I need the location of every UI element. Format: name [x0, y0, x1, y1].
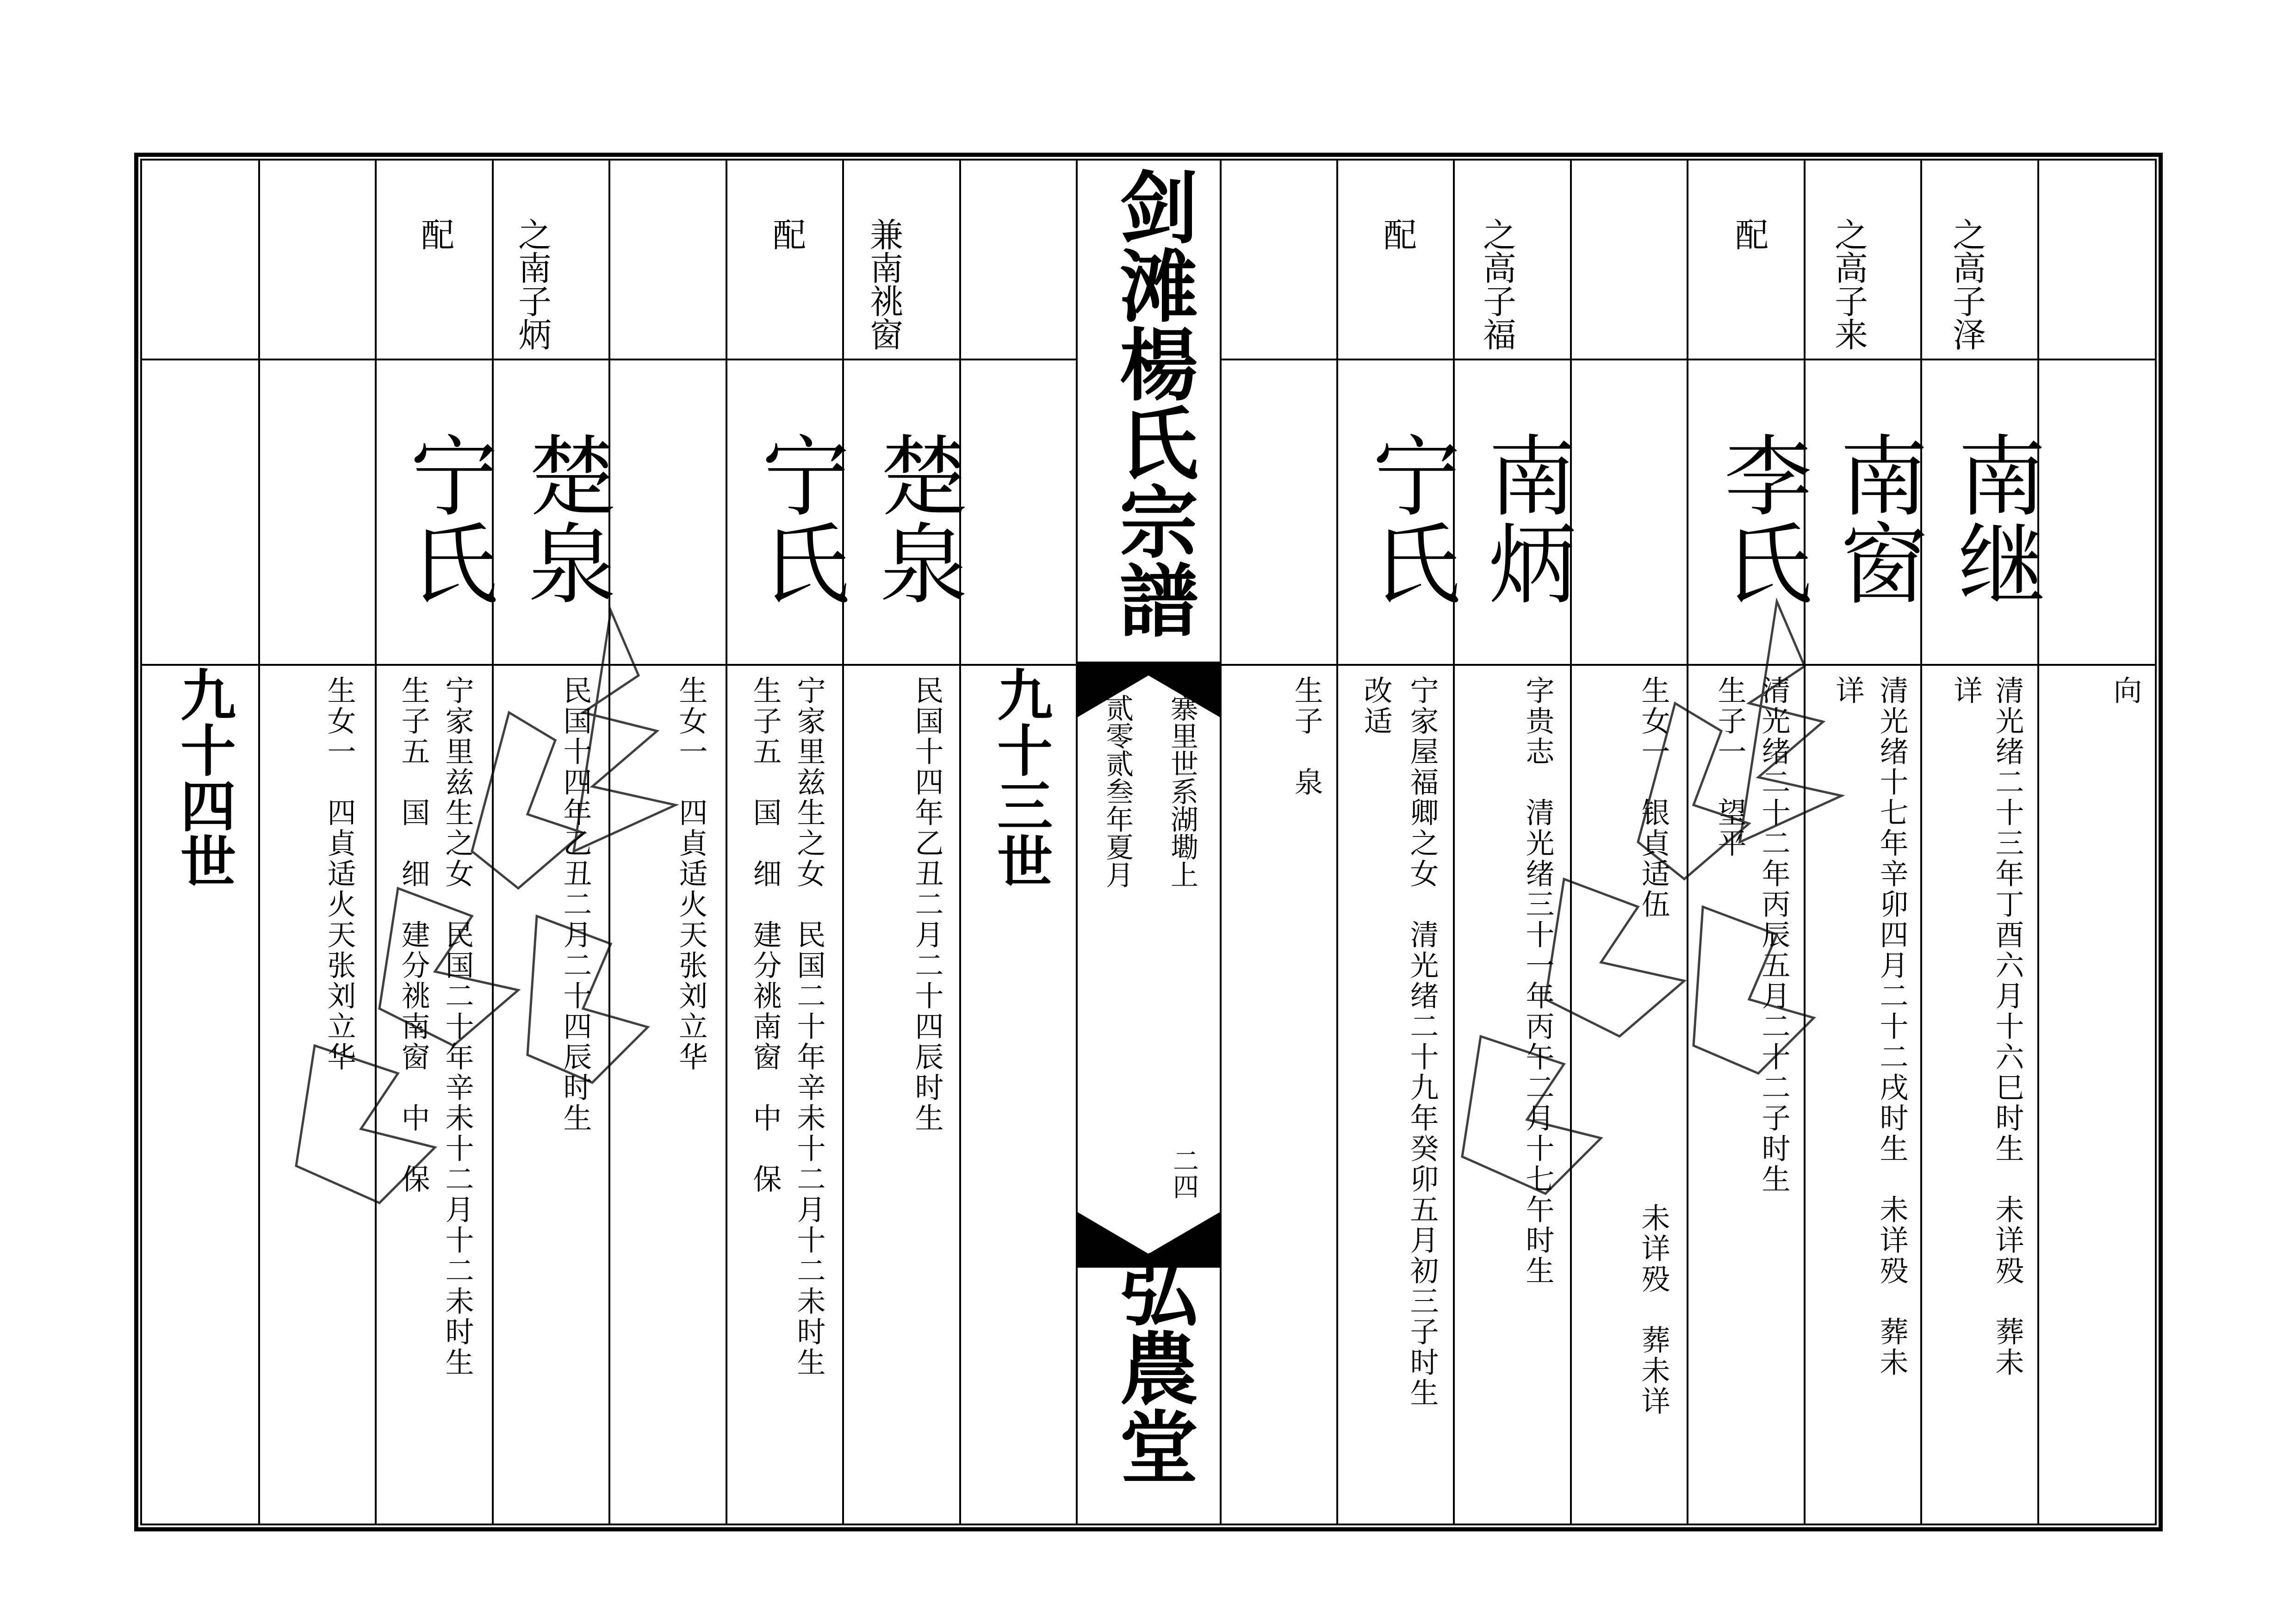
entry-detail: 清光绪二十三年丁酉六月十六巳时生 未详殁 葬未 [1991, 675, 2024, 1378]
hall-name: 弘農堂 [1106, 1249, 1198, 1485]
publish-date: 贰零贰叁年夏月 [1101, 694, 1134, 888]
relation-label: 之南子炳 [513, 217, 552, 351]
entry-detail: 生子一 望平 [1713, 675, 1747, 859]
relation-label: 之高子福 [1477, 217, 1516, 351]
person-name: 宁氏 [1358, 430, 1460, 606]
entry-detail: 民国十四年乙丑二月二十四辰时生 [558, 675, 592, 1134]
entry-detail: 宁家屋福卿之女 清光绪二十九年癸卯五月初三子时生 [1405, 675, 1439, 1408]
person-name: 李氏 [1710, 430, 1812, 606]
person-name: 宁氏 [396, 430, 498, 606]
person-name: 楚泉 [865, 430, 968, 606]
entry-detail: 民国十四年乙丑二月二十四辰时生 [910, 675, 944, 1134]
col-rule [959, 161, 961, 1524]
col-rule [2037, 161, 2039, 1524]
relation-label: 之高子泽 [1947, 217, 1986, 351]
entry-detail: 宁家里兹生之女 民国二十年辛未十二月十二未时生 [441, 675, 474, 1378]
person-name: 南窗 [1825, 430, 1928, 606]
relation-label: 之高子来 [1829, 217, 1868, 351]
person-name: 南继 [1943, 430, 2046, 606]
entry-detail: 生女一 四貞适火天张刘立华 [323, 675, 356, 1072]
entry-detail: 改适 [1359, 675, 1393, 737]
entry-detail: 生子 泉 [1290, 675, 1323, 798]
col-rule [842, 161, 844, 1524]
col-rule [1076, 161, 1078, 1524]
entry-detail: 生女一 四貞适火天张刘立华 [674, 675, 708, 1072]
spine-rule-right [1220, 161, 1222, 1524]
entry-detail: 字贵志 清光绪三十一年丙午二月十七午时生 [1521, 675, 1555, 1286]
relation-label: 配 [416, 217, 454, 251]
entry-detail: 生女一 银貞适伍 [1637, 675, 1670, 920]
generation-label: 九十三世 [988, 666, 1053, 888]
entry-detail: 未详殁 葬未详 [1637, 1203, 1670, 1417]
page-number: 二四 [1169, 1147, 1199, 1199]
relation-label: 兼南祧窗 [864, 217, 903, 351]
generation-label: 九十四世 [171, 666, 236, 888]
entry-detail: 向 [2109, 675, 2142, 706]
entry-detail: 清光绪二十二年丙辰五月二十二子时生 [1757, 675, 1791, 1195]
person-name: 宁氏 [747, 430, 850, 606]
relation-label: 配 [767, 217, 806, 251]
entry-detail: 生子五 国 细 建分祧南窗 中 保 [397, 675, 430, 1195]
branch-place: 寨里世系湖墈上 [1166, 694, 1198, 888]
entry-detail: 宁家里兹生之女 民国二十年辛未十二月十二未时生 [792, 675, 826, 1378]
genealogy-title: 剑滩楊氏宗譜 [1106, 167, 1198, 638]
watermark-seal [1425, 583, 1983, 1231]
entry-detail: 生子五 国 细 建分祧南窗 中 保 [748, 675, 782, 1195]
col-rule [1336, 161, 1338, 1524]
person-name: 南炳 [1474, 430, 1576, 606]
entry-detail: 详 [1831, 675, 1865, 706]
entry-detail: 清光绪十七年辛卯四月二十二戌时生 未详殁 葬未 [1875, 675, 1909, 1378]
person-name: 楚泉 [514, 430, 616, 606]
watermark-seal [259, 592, 814, 1240]
relation-label: 配 [1730, 217, 1769, 251]
relation-label: 配 [1378, 217, 1417, 251]
entry-detail: 详 [1949, 675, 1983, 706]
